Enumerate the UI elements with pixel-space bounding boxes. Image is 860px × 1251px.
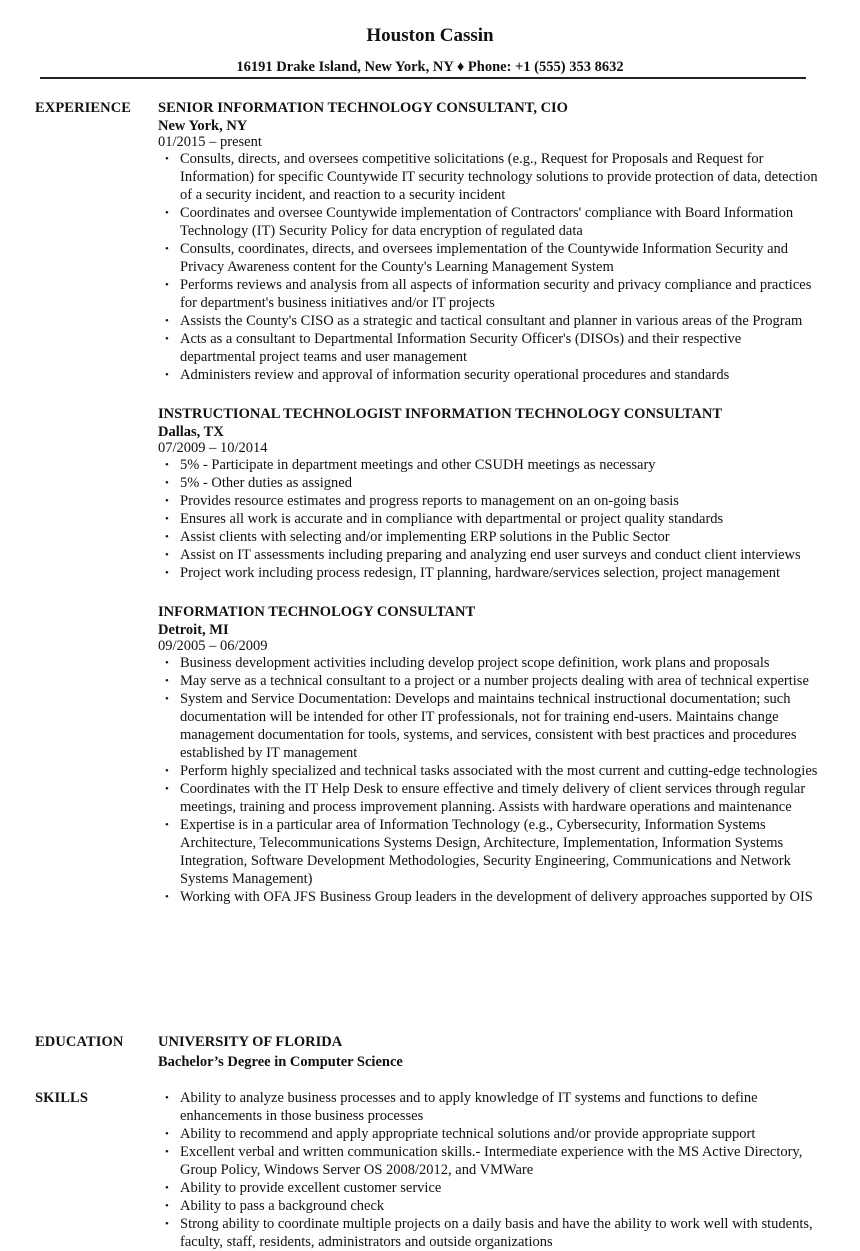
contact-line: 16191 Drake Island, New York, NY ♦ Phone: +1 (555) 353 8632 bbox=[236, 59, 624, 75]
bullet-item bbox=[158, 510, 818, 528]
bullet-icon: • bbox=[165, 1092, 169, 1104]
bullet-text: Consults, directs, and oversees competitive solicitations (e.g., Request for Proposals and Request for Information) for specific Countywide IT security technology solutions to provide protection of data, detection of a security incident, and reaction to a security incident bbox=[180, 151, 818, 203]
bullet-icon: • bbox=[165, 657, 169, 669]
bullet-text: System and Service Documentation: Develops and maintains technical instructional documentation; such documentation will be intended for other IT professionals, not for training end-users. Maintains change management documentation for tools, systems, and services, consistent with best practices and procedures established by IT management bbox=[180, 691, 797, 761]
bullet-item bbox=[158, 780, 818, 816]
school-name: UNIVERSITY OF FLORIDA bbox=[158, 1034, 343, 1050]
bullet-item bbox=[158, 672, 818, 690]
bullet-item bbox=[158, 366, 818, 384]
bullet-text: May serve as a technical consultant to a project or a number projects dealing with area of technical expertise bbox=[180, 673, 809, 689]
bullet-item bbox=[158, 1197, 818, 1215]
bullet-text: Expertise is in a particular area of Information Technology (e.g., Cybersecurity, Information Systems Architecture, Telecommunications Systems Design, Architecture, Implementation, Information Systems Integration, Software Development Methodologies, Security Engineering, Communications and Network Systems Management) bbox=[180, 817, 791, 887]
bullet-icon: • bbox=[165, 675, 169, 687]
job-entry bbox=[158, 405, 818, 582]
job-bullets bbox=[158, 654, 818, 906]
job-title: INSTRUCTIONAL TECHNOLOGIST INFORMATION TECHNOLOGY CONSULTANT bbox=[158, 406, 723, 422]
skills-entry bbox=[158, 1089, 818, 1251]
bullet-icon: • bbox=[165, 369, 169, 381]
bullet-text: Project work including process redesign, IT planning, hardware/services selection, project management bbox=[180, 565, 781, 581]
bullet-item bbox=[158, 528, 818, 546]
bullet-text: Ability to provide excellent customer service bbox=[180, 1180, 442, 1196]
bullet-icon: • bbox=[165, 783, 169, 795]
bullet-item bbox=[158, 762, 818, 780]
bullet-icon: • bbox=[165, 1128, 169, 1140]
candidate-name: Houston Cassin bbox=[366, 25, 494, 46]
bullet-icon: • bbox=[165, 315, 169, 327]
job-location: Dallas, TX bbox=[158, 424, 224, 440]
bullet-text: Acts as a consultant to Departmental Information Security Officer's (DISOs) and their respective departmental project teams and user management bbox=[180, 331, 742, 365]
bullet-icon: • bbox=[165, 693, 169, 705]
bullet-item bbox=[158, 1215, 818, 1251]
bullet-item bbox=[158, 816, 818, 888]
section-label-education: EDUCATION bbox=[35, 1034, 124, 1050]
bullet-item bbox=[158, 1143, 818, 1179]
bullet-icon: • bbox=[165, 549, 169, 561]
section-label-skills: SKILLS bbox=[35, 1090, 88, 1106]
bullet-item bbox=[158, 204, 818, 240]
bullet-text: Working with OFA JFS Business Group leaders in the development of delivery approaches supported by OIS bbox=[180, 889, 813, 905]
bullet-item bbox=[158, 1089, 818, 1125]
bullet-text: Ability to pass a background check bbox=[180, 1198, 385, 1214]
bullet-icon: • bbox=[165, 1218, 169, 1230]
job-title: SENIOR INFORMATION TECHNOLOGY CONSULTANT, CIO bbox=[158, 100, 568, 116]
bullet-icon: • bbox=[165, 891, 169, 903]
education-entry bbox=[158, 1033, 818, 1073]
bullet-text: Assists the County's CISO as a strategic and tactical consultant and planner in various areas of the Program bbox=[180, 313, 803, 329]
bullet-item bbox=[158, 1179, 818, 1197]
job-location: New York, NY bbox=[158, 118, 248, 134]
job-location: Detroit, MI bbox=[158, 622, 229, 638]
job-bullets bbox=[158, 456, 818, 582]
bullet-icon: • bbox=[165, 459, 169, 471]
bullet-text: Ability to recommend and apply appropriate technical solutions and/or provide appropriate support bbox=[180, 1126, 756, 1142]
job-entry bbox=[158, 603, 818, 906]
bullet-text: Coordinates with the IT Help Desk to ensure effective and timely delivery of client services through regular meetings, training and process improvement planning. Assists with hardware operations and maintenance bbox=[180, 781, 806, 815]
bullet-item bbox=[158, 474, 818, 492]
bullet-text: 5% - Participate in department meetings and other CSUDH meetings as necessary bbox=[180, 457, 656, 473]
bullet-text: Administers review and approval of information security operational procedures and standards bbox=[180, 367, 730, 383]
bullet-icon: • bbox=[165, 531, 169, 543]
header-divider bbox=[40, 77, 806, 79]
bullet-item bbox=[158, 1125, 818, 1143]
bullet-text: Performs reviews and analysis from all aspects of information security and privacy compliance and practices for department's business initiatives and/or IT projects bbox=[180, 277, 812, 311]
bullet-text: Consults, coordinates, directs, and oversees implementation of the Countywide Information Security and Privacy Awareness content for the County's Learning Management System bbox=[180, 241, 789, 275]
skills-list bbox=[158, 1089, 818, 1251]
job-dates: 01/2015 – present bbox=[158, 134, 262, 150]
bullet-icon: • bbox=[165, 477, 169, 489]
bullet-item bbox=[158, 564, 818, 582]
bullet-item bbox=[158, 654, 818, 672]
experience-list bbox=[158, 99, 818, 927]
bullet-text: Excellent verbal and written communication skills.- Intermediate experience with the MS Active Directory, Group Policy, Windows Server OS 2008/2012, and VMWare bbox=[180, 1144, 803, 1178]
bullet-icon: • bbox=[165, 513, 169, 525]
bullet-text: Ability to analyze business processes and to apply knowledge of IT systems and functions to define enhancements in those business processes bbox=[180, 1090, 758, 1124]
bullet-item bbox=[158, 690, 818, 762]
bullet-icon: • bbox=[165, 207, 169, 219]
bullet-item bbox=[158, 492, 818, 510]
section-label-experience: EXPERIENCE bbox=[35, 100, 132, 116]
bullet-item bbox=[158, 888, 818, 906]
bullet-text: 5% - Other duties as assigned bbox=[180, 475, 352, 491]
job-dates: 07/2009 – 10/2014 bbox=[158, 440, 268, 456]
bullet-icon: • bbox=[165, 243, 169, 255]
bullet-text: Perform highly specialized and technical tasks associated with the most current and cutting-edge technologies bbox=[180, 763, 818, 779]
bullet-icon: • bbox=[165, 567, 169, 579]
bullet-item bbox=[158, 546, 818, 564]
job-entry bbox=[158, 99, 818, 384]
bullet-icon: • bbox=[165, 1200, 169, 1212]
bullet-text: Assist clients with selecting and/or implementing ERP solutions in the Public Sector bbox=[180, 529, 670, 545]
bullet-text: Assist on IT assessments including preparing and analyzing end user surveys and conduct client interviews bbox=[180, 547, 801, 563]
degree: Bachelor’s Degree in Computer Science bbox=[158, 1054, 403, 1070]
bullet-text: Business development activities including develop project scope definition, work plans and proposals bbox=[180, 655, 770, 671]
bullet-icon: • bbox=[165, 279, 169, 291]
bullet-icon: • bbox=[165, 1146, 169, 1158]
bullet-text: Coordinates and oversee Countywide implementation of Contractors' compliance with Board Information Technology (IT) Security Policy for data encryption of regulated data bbox=[180, 205, 794, 239]
bullet-text: Strong ability to coordinate multiple projects on a daily basis and have the ability to work well with students, faculty, staff, residents, administrators and outside organizations bbox=[180, 1216, 813, 1250]
bullet-item bbox=[158, 240, 818, 276]
bullet-item bbox=[158, 330, 818, 366]
bullet-item bbox=[158, 456, 818, 474]
bullet-item bbox=[158, 312, 818, 330]
bullet-text: Provides resource estimates and progress reports to management on an on-going basis bbox=[180, 493, 679, 509]
bullet-item bbox=[158, 276, 818, 312]
job-bullets bbox=[158, 150, 818, 384]
bullet-icon: • bbox=[165, 1182, 169, 1194]
job-title: INFORMATION TECHNOLOGY CONSULTANT bbox=[158, 604, 476, 620]
bullet-icon: • bbox=[165, 333, 169, 345]
bullet-item bbox=[158, 150, 818, 204]
bullet-icon: • bbox=[165, 765, 169, 777]
bullet-icon: • bbox=[165, 819, 169, 831]
bullet-icon: • bbox=[165, 153, 169, 165]
bullet-icon: • bbox=[165, 495, 169, 507]
bullet-text: Ensures all work is accurate and in compliance with departmental or project quality standards bbox=[180, 511, 724, 527]
job-dates: 09/2005 – 06/2009 bbox=[158, 638, 268, 654]
